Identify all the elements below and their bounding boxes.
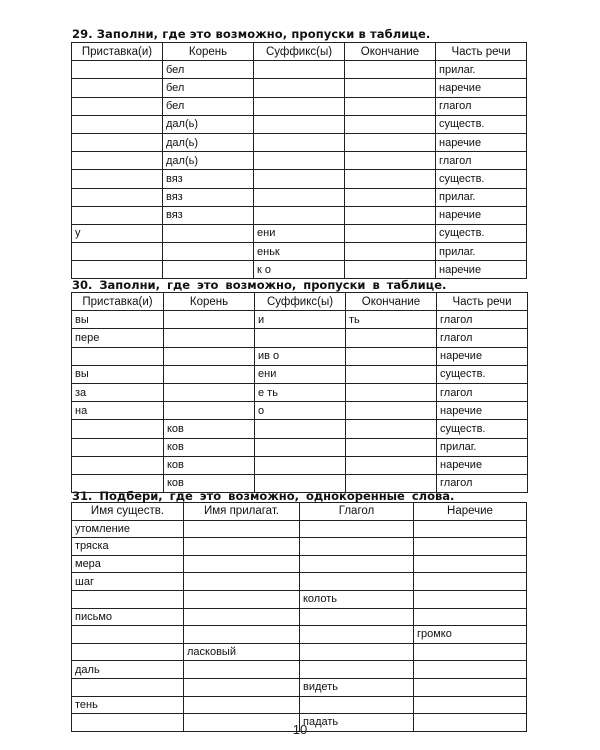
ending-cell[interactable] <box>345 206 436 224</box>
noun-cell[interactable] <box>72 590 184 608</box>
header-root: Корень <box>164 293 255 311</box>
adverb-cell[interactable] <box>414 678 527 696</box>
table-header-row <box>72 43 527 61</box>
prefix-cell[interactable] <box>72 170 163 188</box>
verb-cell[interactable]: падать <box>300 714 414 732</box>
prefix-cell[interactable] <box>72 438 164 456</box>
ending-cell[interactable] <box>345 152 436 170</box>
adjective-cell[interactable] <box>184 573 300 591</box>
verb-cell[interactable] <box>300 555 414 573</box>
task-30-table <box>71 292 528 493</box>
ending-cell[interactable] <box>345 115 436 133</box>
root-cell[interactable] <box>164 383 255 401</box>
ending-cell[interactable]: ть <box>346 311 437 329</box>
table-row <box>72 115 527 133</box>
table-header-row <box>72 293 528 311</box>
prefix-cell[interactable] <box>72 61 163 79</box>
prefix-cell[interactable] <box>72 115 163 133</box>
suffix-cell[interactable]: о <box>255 402 346 420</box>
table-row <box>72 152 527 170</box>
table-row <box>72 97 527 115</box>
noun-cell[interactable] <box>72 626 184 644</box>
table-row <box>72 188 527 206</box>
part-of-speech-cell[interactable]: существ. <box>436 224 527 242</box>
table-row <box>72 133 527 151</box>
root-cell[interactable]: ков <box>164 420 255 438</box>
table-row <box>72 438 528 456</box>
prefix-cell[interactable] <box>72 261 163 279</box>
adjective-cell[interactable] <box>184 590 300 608</box>
table-row <box>72 626 527 644</box>
table-row <box>72 311 528 329</box>
table-header-row <box>72 503 527 521</box>
header-suffix: Суффикс(ы) <box>254 43 345 61</box>
part-of-speech-cell[interactable]: наречие <box>436 133 527 151</box>
adjective-cell[interactable] <box>184 555 300 573</box>
suffix-cell[interactable]: и <box>255 311 346 329</box>
ending-cell[interactable] <box>345 61 436 79</box>
task-30-title: 30. Заполни, где это возможно, пропуски в таблице. <box>72 278 447 292</box>
prefix-cell[interactable]: на <box>72 402 164 420</box>
prefix-cell[interactable] <box>72 243 163 261</box>
adjective-cell[interactable] <box>184 520 300 538</box>
part-of-speech-cell[interactable]: глагол <box>436 97 527 115</box>
header-ending: Окончание <box>345 43 436 61</box>
header-prefix: Приставка(и) <box>72 293 164 311</box>
table-row <box>72 402 528 420</box>
table-row <box>72 170 527 188</box>
suffix-cell[interactable] <box>254 188 345 206</box>
verb-cell[interactable] <box>300 643 414 661</box>
root-cell[interactable]: вяз <box>163 188 254 206</box>
suffix-cell[interactable] <box>254 152 345 170</box>
adverb-cell[interactable] <box>414 538 527 556</box>
noun-cell[interactable]: даль <box>72 661 184 679</box>
ending-cell[interactable] <box>345 170 436 188</box>
root-cell[interactable]: бел <box>163 97 254 115</box>
prefix-cell[interactable]: за <box>72 383 164 401</box>
part-of-speech-cell[interactable]: прилаг. <box>436 243 527 261</box>
part-of-speech-cell[interactable]: наречие <box>437 347 528 365</box>
adjective-cell[interactable]: ласковый <box>184 643 300 661</box>
part-of-speech-cell[interactable]: наречие <box>436 261 527 279</box>
table-row <box>72 643 527 661</box>
prefix-cell[interactable] <box>72 152 163 170</box>
part-of-speech-cell[interactable]: глагол <box>437 474 528 492</box>
suffix-cell[interactable]: ени <box>254 224 345 242</box>
suffix-cell[interactable] <box>254 61 345 79</box>
part-of-speech-cell[interactable]: прилаг. <box>437 438 528 456</box>
prefix-cell[interactable] <box>72 206 163 224</box>
ending-cell[interactable] <box>346 365 437 383</box>
suffix-cell[interactable] <box>255 420 346 438</box>
header-part-of-speech: Часть речи <box>437 293 528 311</box>
suffix-cell[interactable]: ив о <box>255 347 346 365</box>
adjective-cell[interactable] <box>184 538 300 556</box>
verb-cell[interactable] <box>300 608 414 626</box>
adverb-cell[interactable] <box>414 661 527 679</box>
root-cell[interactable]: ков <box>164 438 255 456</box>
header-noun: Имя существ. <box>72 503 184 521</box>
adverb-cell[interactable] <box>414 608 527 626</box>
adjective-cell[interactable] <box>184 678 300 696</box>
adverb-cell[interactable] <box>414 590 527 608</box>
part-of-speech-cell[interactable]: глагол <box>437 329 528 347</box>
table-row <box>72 420 528 438</box>
task-29-table <box>71 42 527 279</box>
ending-cell[interactable] <box>345 97 436 115</box>
table-row <box>72 347 528 365</box>
adverb-cell[interactable]: громко <box>414 626 527 644</box>
root-cell[interactable]: ков <box>164 474 255 492</box>
table-row <box>72 243 527 261</box>
task-31-body <box>72 520 527 731</box>
table-row <box>72 696 527 714</box>
suffix-cell[interactable]: ени <box>255 365 346 383</box>
adjective-cell[interactable] <box>184 626 300 644</box>
part-of-speech-cell[interactable]: существ. <box>437 365 528 383</box>
root-cell[interactable]: дал(ь) <box>163 133 254 151</box>
table-row <box>72 678 527 696</box>
root-cell[interactable]: бел <box>163 79 254 97</box>
page-number: 10 <box>292 722 308 737</box>
ending-cell[interactable] <box>345 79 436 97</box>
noun-cell[interactable]: мера <box>72 555 184 573</box>
root-cell[interactable] <box>163 243 254 261</box>
ending-cell[interactable] <box>346 456 437 474</box>
noun-cell[interactable]: утомление <box>72 520 184 538</box>
noun-cell[interactable] <box>72 643 184 661</box>
part-of-speech-cell[interactable]: наречие <box>437 402 528 420</box>
verb-cell[interactable]: видеть <box>300 678 414 696</box>
noun-cell[interactable]: шаг <box>72 573 184 591</box>
adjective-cell[interactable] <box>184 661 300 679</box>
prefix-cell[interactable] <box>72 97 163 115</box>
prefix-cell[interactable] <box>72 420 164 438</box>
verb-cell[interactable] <box>300 661 414 679</box>
task-30-body <box>72 311 528 493</box>
table-row <box>72 590 527 608</box>
table-row <box>72 555 527 573</box>
verb-cell[interactable] <box>300 520 414 538</box>
ending-cell[interactable] <box>345 133 436 151</box>
root-cell[interactable] <box>163 261 254 279</box>
root-cell[interactable]: бел <box>163 61 254 79</box>
suffix-cell[interactable] <box>255 438 346 456</box>
prefix-cell[interactable] <box>72 133 163 151</box>
suffix-cell[interactable] <box>254 133 345 151</box>
ending-cell[interactable] <box>346 329 437 347</box>
root-cell[interactable]: вяз <box>163 206 254 224</box>
table-row <box>72 538 527 556</box>
adverb-cell[interactable] <box>414 643 527 661</box>
table-row <box>72 573 527 591</box>
verb-cell[interactable] <box>300 696 414 714</box>
suffix-cell[interactable] <box>254 97 345 115</box>
table-row <box>72 61 527 79</box>
root-cell[interactable]: ков <box>164 456 255 474</box>
suffix-cell[interactable]: еньк <box>254 243 345 261</box>
adjective-cell[interactable] <box>184 696 300 714</box>
header-ending: Окончание <box>346 293 437 311</box>
part-of-speech-cell[interactable]: существ. <box>436 115 527 133</box>
prefix-cell[interactable] <box>72 347 164 365</box>
suffix-cell[interactable] <box>254 79 345 97</box>
suffix-cell[interactable] <box>254 206 345 224</box>
suffix-cell[interactable] <box>254 115 345 133</box>
adverb-cell[interactable] <box>414 573 527 591</box>
suffix-cell[interactable] <box>255 329 346 347</box>
root-cell[interactable] <box>164 347 255 365</box>
part-of-speech-cell[interactable]: наречие <box>436 79 527 97</box>
suffix-cell[interactable] <box>254 170 345 188</box>
verb-cell[interactable]: колоть <box>300 590 414 608</box>
suffix-cell[interactable] <box>255 456 346 474</box>
table-row <box>72 224 527 242</box>
header-prefix: Приставка(и) <box>72 43 163 61</box>
root-cell[interactable]: дал(ь) <box>163 115 254 133</box>
prefix-cell[interactable] <box>72 79 163 97</box>
table-row <box>72 261 527 279</box>
root-cell[interactable]: дал(ь) <box>163 152 254 170</box>
task-29-title: 29. Заполни, где это возможно, пропуски в таблице. <box>72 27 431 41</box>
task-29-body <box>72 61 527 279</box>
part-of-speech-cell[interactable]: прилаг. <box>436 188 527 206</box>
ending-cell[interactable] <box>346 420 437 438</box>
adverb-cell[interactable] <box>414 696 527 714</box>
ending-cell[interactable] <box>346 383 437 401</box>
table-row <box>72 329 528 347</box>
task-31-title: 31. Подбери, где это возможно, однокоренные слова. <box>72 489 455 503</box>
root-cell[interactable] <box>163 224 254 242</box>
ending-cell[interactable] <box>345 261 436 279</box>
prefix-cell[interactable]: вы <box>72 311 164 329</box>
table-row <box>72 661 527 679</box>
verb-cell[interactable] <box>300 573 414 591</box>
table-row <box>72 520 527 538</box>
suffix-cell[interactable]: е ть <box>255 383 346 401</box>
ending-cell[interactable] <box>346 402 437 420</box>
root-cell[interactable]: вяз <box>163 170 254 188</box>
ending-cell[interactable] <box>345 243 436 261</box>
table-row <box>72 365 528 383</box>
table-row <box>72 383 528 401</box>
ending-cell[interactable] <box>345 188 436 206</box>
ending-cell[interactable] <box>346 347 437 365</box>
verb-cell[interactable] <box>300 626 414 644</box>
part-of-speech-cell[interactable]: прилаг. <box>436 61 527 79</box>
noun-cell[interactable]: тень <box>72 696 184 714</box>
header-adverb: Наречие <box>414 503 527 521</box>
noun-cell[interactable]: письмо <box>72 608 184 626</box>
part-of-speech-cell[interactable]: глагол <box>437 311 528 329</box>
header-part-of-speech: Часть речи <box>436 43 527 61</box>
root-cell[interactable] <box>164 402 255 420</box>
ending-cell[interactable] <box>345 224 436 242</box>
table-row <box>72 456 528 474</box>
part-of-speech-cell[interactable]: существ. <box>437 420 528 438</box>
verb-cell[interactable] <box>300 538 414 556</box>
noun-cell[interactable] <box>72 678 184 696</box>
table-row <box>72 608 527 626</box>
header-verb: Глагол <box>300 503 414 521</box>
suffix-cell[interactable]: к о <box>254 261 345 279</box>
adjective-cell[interactable] <box>184 608 300 626</box>
adverb-cell[interactable] <box>414 555 527 573</box>
adverb-cell[interactable] <box>414 520 527 538</box>
header-root: Корень <box>163 43 254 61</box>
ending-cell[interactable] <box>346 438 437 456</box>
root-cell[interactable] <box>164 311 255 329</box>
header-adjective: Имя прилагат. <box>184 503 300 521</box>
part-of-speech-cell[interactable]: наречие <box>437 456 528 474</box>
noun-cell[interactable]: тряска <box>72 538 184 556</box>
prefix-cell[interactable] <box>72 456 164 474</box>
table-row <box>72 79 527 97</box>
header-suffix: Суффикс(ы) <box>255 293 346 311</box>
part-of-speech-cell[interactable]: глагол <box>437 383 528 401</box>
table-row <box>72 206 527 224</box>
prefix-cell[interactable]: у <box>72 224 163 242</box>
prefix-cell[interactable] <box>72 188 163 206</box>
part-of-speech-cell[interactable]: наречие <box>436 206 527 224</box>
task-31-table <box>71 502 527 732</box>
part-of-speech-cell[interactable]: существ. <box>436 170 527 188</box>
part-of-speech-cell[interactable]: глагол <box>436 152 527 170</box>
prefix-cell[interactable]: вы <box>72 365 164 383</box>
root-cell[interactable] <box>164 329 255 347</box>
root-cell[interactable] <box>164 365 255 383</box>
prefix-cell[interactable]: пере <box>72 329 164 347</box>
